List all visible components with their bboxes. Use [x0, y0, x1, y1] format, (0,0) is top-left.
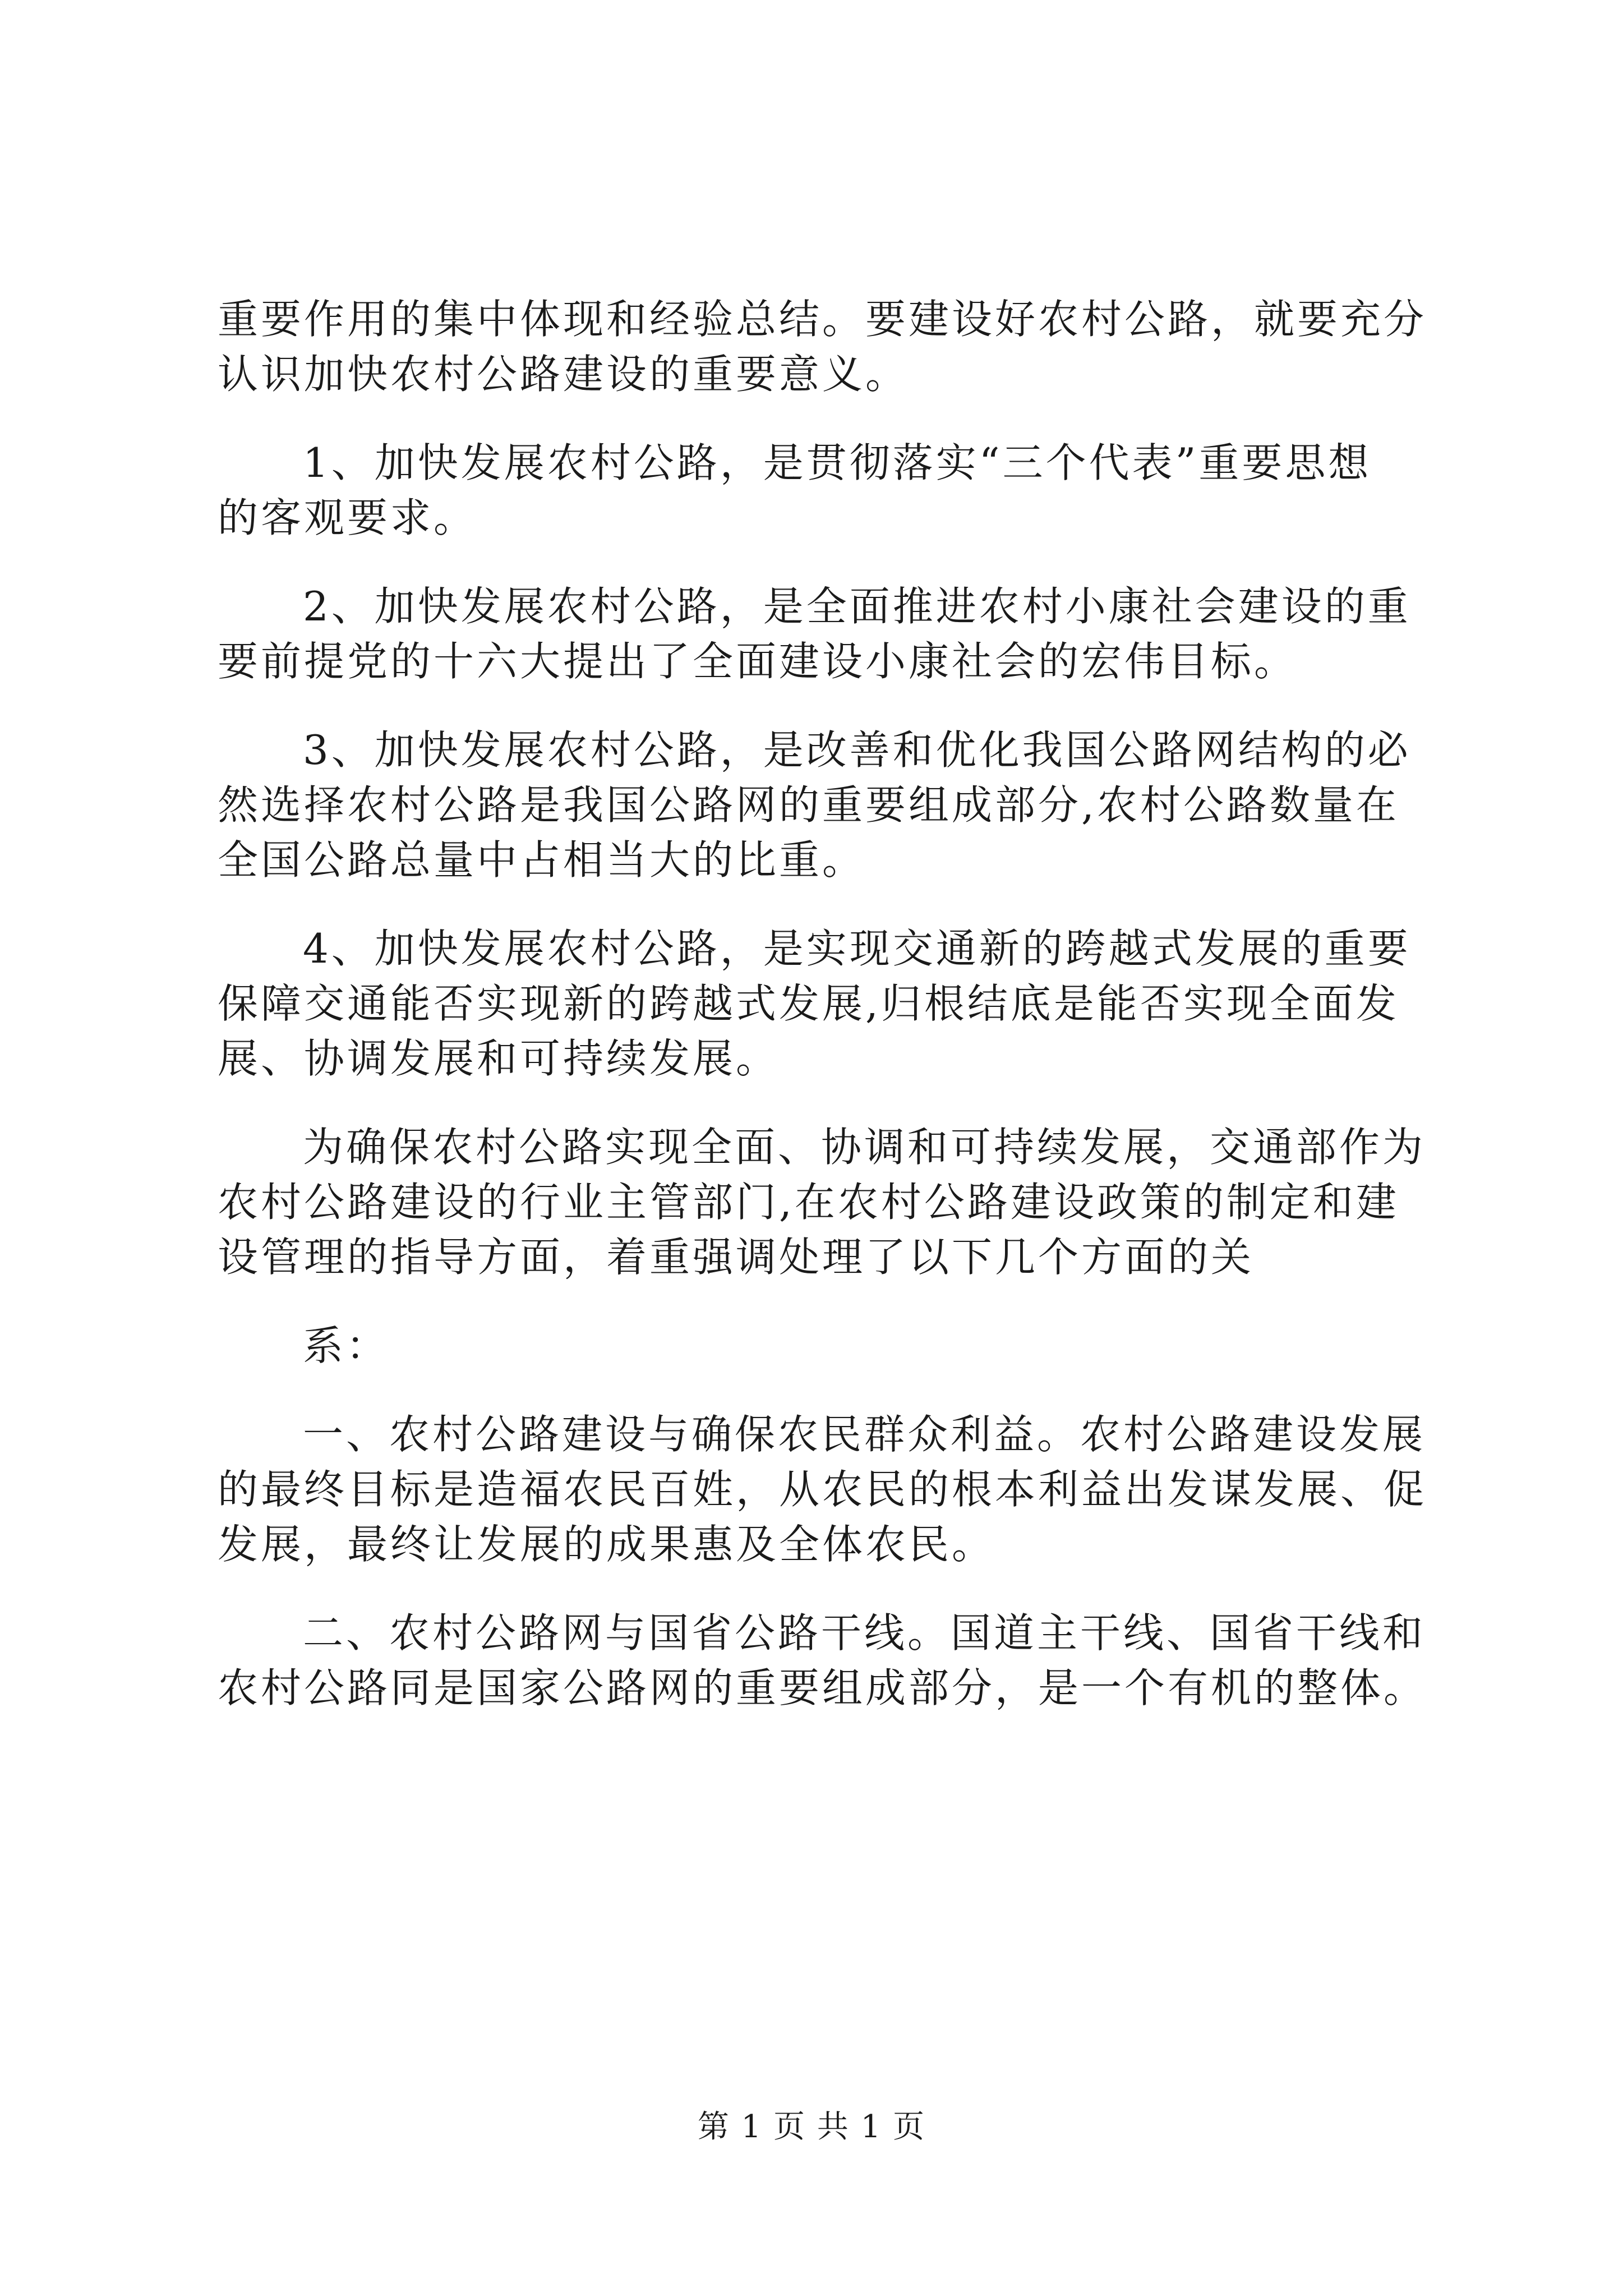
text-line: 二、农村公路网与国省公路干线。国道主干线、国省干线和 — [303, 1609, 1426, 1657]
text-line: 一、农村公路建设与确保农民群众利益。农村公路建设发展 — [303, 1411, 1426, 1458]
text-line: 2、加快发展农村公路，是全面推进农村小康社会建设的重 — [303, 583, 1411, 630]
paragraph-5 — [218, 921, 1423, 1086]
text-line: 3、加快发展农村公路，是改善和优化我国公路网结构的必 — [303, 726, 1411, 774]
page-footer — [0, 2109, 1623, 2145]
text-line: 保障交通能否实现新的跨越式发展,归根结底是能否实现全面发 — [218, 980, 1399, 1027]
text-line: 1、加快发展农村公路，是贯彻落实“三个代表”重要思想 — [303, 439, 1372, 486]
text-line: 发展，最终让发展的成果惠及全体农民。 — [218, 1521, 995, 1568]
document-body — [218, 292, 1427, 1715]
text-line: 设管理的指导方面，着重强调处理了以下几个方面的关 — [218, 1234, 1255, 1281]
paragraph-8 — [218, 1407, 1427, 1572]
text-line: 4、加快发展农村公路，是实现交通新的跨越式发展的重要 — [303, 925, 1411, 972]
text-line: 展、协调发展和可持续发展。 — [218, 1035, 780, 1082]
text-line: 全国公路总量中占相当大的比重。 — [218, 836, 866, 884]
text-line: 农村公路同是国家公路网的重要组成部分，是一个有机的整体。 — [218, 1664, 1427, 1711]
paragraph-7 — [218, 1318, 1423, 1373]
paragraph-9 — [218, 1605, 1427, 1715]
text-line: 的最终目标是造福农民百姓，从农民的根本利益出发谋发展、促 — [218, 1466, 1427, 1513]
text-line: 农村公路建设的行业主管部门,在农村公路建设政策的制定和建 — [218, 1179, 1399, 1226]
text-line: 系： — [303, 1322, 390, 1369]
paragraph-1 — [218, 292, 1427, 402]
text-line: 认识加快农村公路建设的重要意义。 — [218, 351, 909, 398]
paragraph-6 — [218, 1120, 1426, 1285]
paragraph-2 — [218, 435, 1423, 545]
page-number: 第 1 页 共 1 页 — [697, 2109, 926, 2145]
paragraph-3 — [218, 579, 1423, 689]
text-line: 然选择农村公路是我国公路网的重要组成部分,农村公路数量在 — [218, 781, 1399, 829]
text-line: 为确保农村公路实现全面、协调和可持续发展，交通部作为 — [303, 1124, 1426, 1171]
paragraph-4 — [218, 723, 1423, 887]
text-line: 要前提党的十六大提出了全面建设小康社会的宏伟目标。 — [218, 638, 1298, 685]
text-line: 的客观要求。 — [218, 494, 477, 541]
text-line: 重要作用的集中体现和经验总结。要建设好农村公路，就要充分 — [218, 296, 1427, 343]
